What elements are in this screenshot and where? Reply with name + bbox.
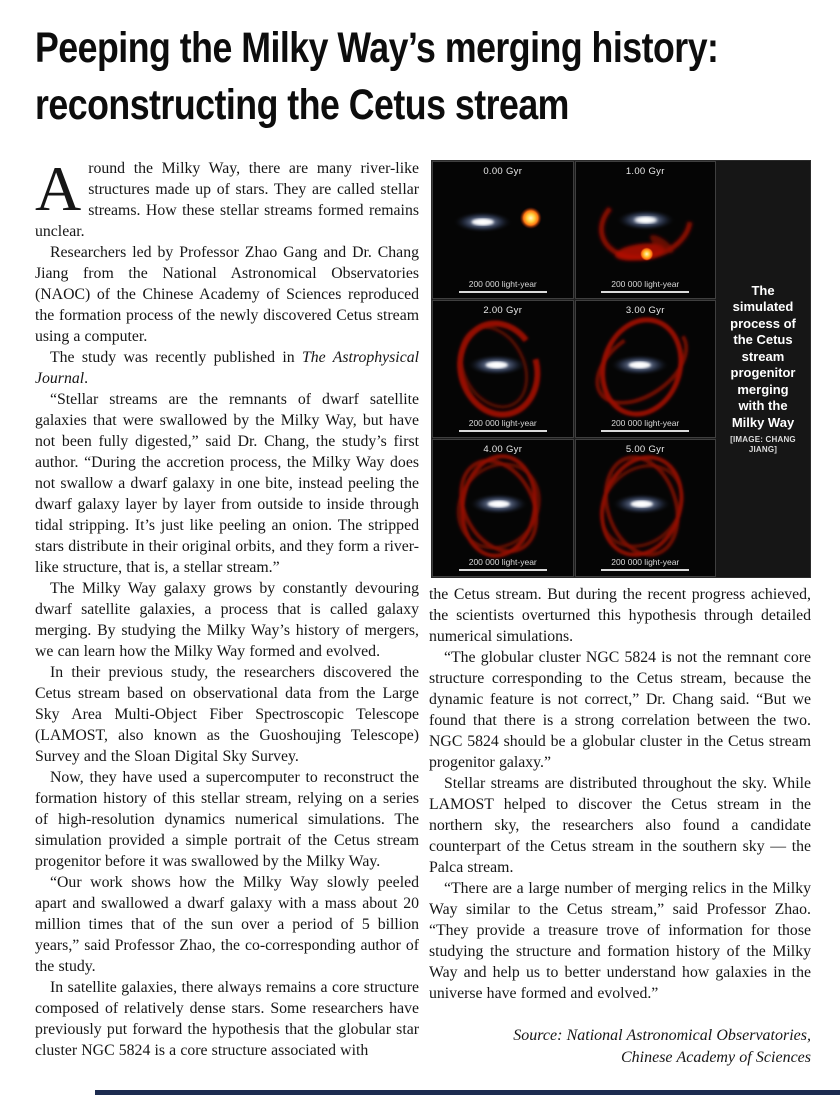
milky-way-graphic <box>467 354 527 376</box>
milky-way-graphic <box>469 493 529 515</box>
paragraph: The Milky Way galaxy grows by constantly devouring dwarf satellite galaxies, a process that is called galaxy merging. By studying the Milky Way’s history of mergers, we can learn how the Milky Way formed and evolved. <box>35 580 419 660</box>
figure-caption-panel <box>716 161 810 577</box>
simulation-frame-grid <box>432 161 716 577</box>
footer-rule <box>95 1090 840 1095</box>
scale-line <box>601 569 689 571</box>
dwarf-galaxy-graphic <box>520 207 542 229</box>
frame-time-label: 4.00 Gyr <box>483 444 523 455</box>
source-line2: Chinese Academy of Sciences <box>620 1049 811 1066</box>
page-title <box>35 20 840 134</box>
frame-time-label: 0.00 Gyr <box>483 166 523 177</box>
scale-bar <box>576 279 716 293</box>
article-left-column <box>35 153 419 1061</box>
article-right-column <box>429 584 811 1069</box>
simulation-art <box>576 162 716 298</box>
milky-way-graphic <box>615 209 675 231</box>
milky-way-graphic <box>609 354 669 376</box>
scale-label: 200 000 light-year <box>468 557 537 567</box>
paragraph: Now, they have used a supercomputer to reconstruct the formation history of this stellar stream, relying on a series of high-resolution dynamics numerical simulations. The simulation provided a simple portrait of the Cetus stream progenitor before it was swallowed by the Milky Way. <box>35 769 419 870</box>
scale-line <box>459 291 547 293</box>
paragraph: In satellite galaxies, there always remains a core structure composed of relatively dense stars. Some researchers have previously put forward the hypothesis that the globular star cluster NGC 5824 is a core structure associated with <box>35 979 419 1059</box>
paragraph-lead: Around the Milky Way, there are many river-like structures made up of stars. They are called stellar streams. How these stellar streams formed remains unclear. <box>35 153 419 240</box>
scale-line <box>459 430 547 432</box>
paragraph: In their previous study, the researchers discovered the Cetus stream based on observational data from the Large Sky Area Multi-Object Fiber Spectroscopic Telescope (LAMOST, also known as the Guoshoujing Telescope) Survey and the Sloan Digital Sky Survey. <box>35 664 419 765</box>
paragraph: the Cetus stream. But during the recent progress achieved, the scientists overturned this hypothesis through detailed numerical simulations. <box>429 586 811 645</box>
journal-name: The Astrophysical Journal <box>35 349 419 387</box>
scale-line <box>601 291 689 293</box>
paragraph: “Our work shows how the Milky Way slowly peeled apart and swallowed a dwarf galaxy with a mass about 20 million times that of the sun over a period of 5 billion years,” said Professor Zhao, the co-corresponding author of the study. <box>35 874 419 975</box>
simulation-frame-4gyr <box>432 439 574 577</box>
paragraph: “The globular cluster NGC 5824 is not the remnant core structure corresponding to the Cetus stream, because the dynamic feature is not correct,” Dr. Chang said. “But we found that there is a strong correlation between the two. NGC 5824 should be a globular cluster in the Cetus stream progenitor galaxy.” <box>429 649 811 771</box>
source-line1: Source: National Astronomical Observatories, <box>513 1027 811 1044</box>
scale-line <box>601 430 689 432</box>
simulation-art <box>576 301 716 437</box>
frame-time-label: 1.00 Gyr <box>625 166 665 177</box>
milky-way-graphic <box>611 493 671 515</box>
source-attribution <box>429 1025 811 1069</box>
paragraph: “Stellar streams are the remnants of dwarf satellite galaxies that were swallowed by the Milky Way, but have not been fully digested,” said Dr. Chang, the study’s first author. “During the accretion process, the Milky Way does not swallow a dwarf galaxy in one bite, instead peeling the dwarf galaxy layer by layer from outside to inside through tidal stripping. It’s just like peeling an onion. The stripped stars distribute in their original orbits, and they form a river-like structure, that is, a stellar stream.” <box>35 391 419 576</box>
simulation-art <box>433 162 573 298</box>
simulation-frame-0gyr <box>432 161 574 299</box>
frame-time-label: 5.00 Gyr <box>625 444 665 455</box>
paragraph: “There are a large number of merging relics in the Milky Way similar to the Cetus stream,” said Professor Zhao. “They provide a treasure trove of information for those studying the structure and formation history of the Milky Way and help us to better understand how galaxies in the universe have formed and evolved.” <box>429 880 811 1002</box>
scale-label: 200 000 light-year <box>611 279 680 289</box>
page-title-line2: reconstructing the Cetus stream <box>35 81 569 129</box>
simulation-art <box>433 301 573 437</box>
paragraph: Researchers led by Professor Zhao Gang and Dr. Chang Jiang from the National Astronomical Observatories (NAOC) of the Chinese Academy of Sciences reproduced the formation process of the newly discovered Cetus stream using a computer. <box>35 244 419 345</box>
dwarf-core-graphic <box>639 247 653 261</box>
page-title-line1: Peeping the Milky Way’s merging history: <box>35 24 719 72</box>
simulation-frame-1gyr <box>575 161 717 299</box>
scale-label: 200 000 light-year <box>611 557 680 567</box>
simulation-figure <box>431 160 811 578</box>
simulation-frame-5gyr <box>575 439 717 577</box>
simulation-frame-3gyr <box>575 300 717 438</box>
scale-label: 200 000 light-year <box>468 279 537 289</box>
scale-bar <box>433 279 573 293</box>
scale-label: 200 000 light-year <box>468 418 537 428</box>
scale-bar <box>576 557 716 571</box>
frame-time-label: 3.00 Gyr <box>625 305 665 316</box>
scale-bar <box>576 418 716 432</box>
scale-bar <box>433 557 573 571</box>
frame-time-label: 2.00 Gyr <box>483 305 523 316</box>
simulation-art <box>433 440 573 576</box>
drop-cap: A <box>35 153 82 224</box>
paragraph: The study was recently published in The Astrophysical Journal. <box>35 349 419 387</box>
simulation-frame-2gyr <box>432 300 574 438</box>
milky-way-graphic <box>453 211 513 233</box>
simulation-art <box>576 440 716 576</box>
paragraph: Stellar streams are distributed throughout the sky. While LAMOST helped to discover the Cetus stream in the northern sky, the researchers also found a candidate counterpart of the Cetus stream in the southern sky — the Palca stream. <box>429 775 811 876</box>
scale-line <box>459 569 547 571</box>
figure-credit: [IMAGE: CHANG JIANG] <box>730 435 796 455</box>
scale-bar <box>433 418 573 432</box>
figure-caption: The simulated process of the Cetus stream progenitor merging with the Milky Way <box>730 282 796 430</box>
scale-label: 200 000 light-year <box>611 418 680 428</box>
